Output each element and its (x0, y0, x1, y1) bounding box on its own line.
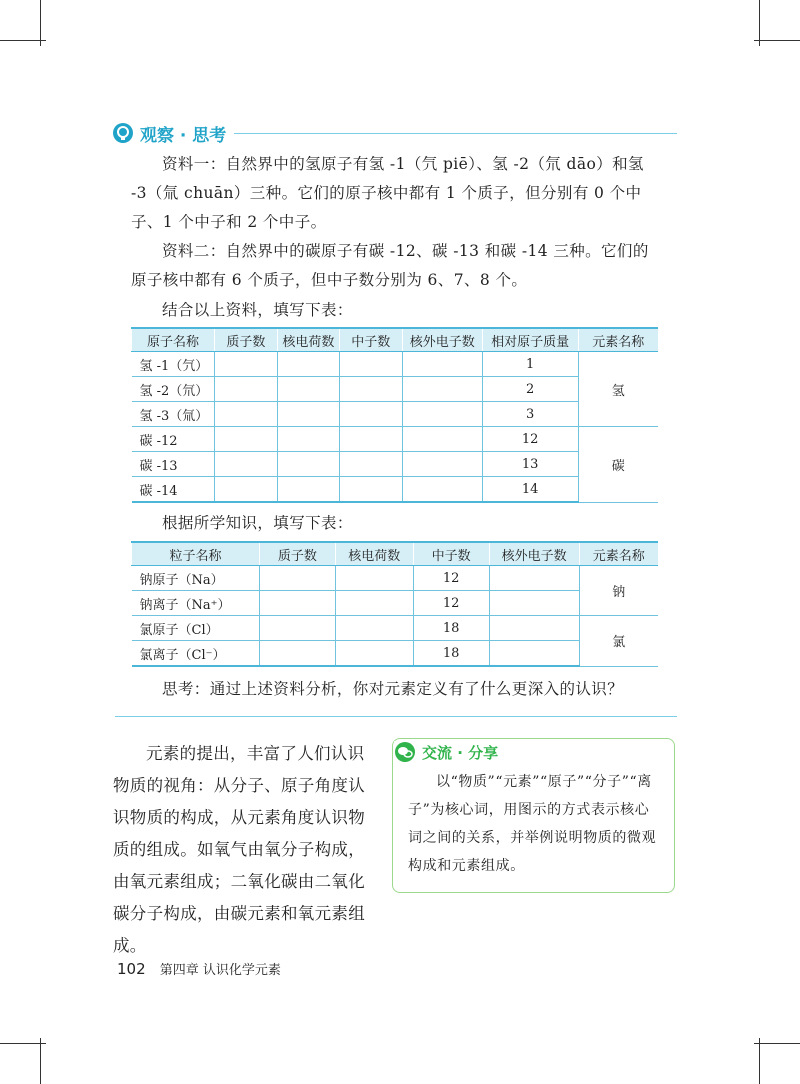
observe-section-header (112, 120, 677, 146)
crop-mark (754, 40, 800, 41)
atom-name-cell: 碳 -12 (132, 427, 215, 452)
charge-cell[interactable] (277, 452, 339, 477)
electron-cell[interactable] (402, 477, 482, 503)
atom-table (131, 327, 658, 503)
proton-cell[interactable] (259, 591, 335, 616)
atom-name-cell: 氢 -2（氘） (132, 377, 215, 402)
electron-cell[interactable] (402, 352, 482, 377)
mass-cell: 2 (482, 377, 578, 402)
header-cell: 中子数 (413, 542, 489, 566)
charge-cell[interactable] (277, 427, 339, 452)
particle-name-cell: 钠原子（Na） (132, 566, 260, 591)
electron-cell[interactable] (402, 402, 482, 427)
neutron-cell[interactable] (339, 402, 402, 427)
table-row (132, 566, 659, 591)
header-cell: 原子名称 (132, 328, 215, 352)
crop-mark (759, 1038, 760, 1084)
electron-cell[interactable] (402, 427, 482, 452)
charge-cell[interactable] (277, 377, 339, 402)
page-footer (117, 959, 281, 978)
table-row (132, 352, 659, 377)
share-header (392, 738, 675, 766)
header-cell: 元素名称 (578, 328, 658, 352)
paragraph-instruction-1: 结合以上资料，填写下表： (162, 301, 353, 319)
crop-mark (754, 1043, 800, 1044)
header-cell: 核电荷数 (335, 542, 413, 566)
electron-cell[interactable] (489, 641, 579, 667)
neutron-cell: 12 (413, 591, 489, 616)
header-cell: 质子数 (214, 328, 277, 352)
electron-cell[interactable] (489, 566, 579, 591)
neutron-cell[interactable] (339, 427, 402, 452)
table-row (132, 641, 659, 667)
observe-title: 观察 · 思考 (140, 125, 227, 146)
observe-icon (112, 122, 134, 144)
share-icon (394, 741, 416, 763)
mass-cell: 1 (482, 352, 578, 377)
particle-table (131, 541, 658, 667)
atom-name-cell: 碳 -14 (132, 477, 215, 503)
proton-cell[interactable] (259, 616, 335, 641)
neutron-cell[interactable] (339, 377, 402, 402)
element-cell: 碳 (578, 427, 658, 503)
atom-name-cell: 氢 -1（氕） (132, 352, 215, 377)
crop-mark (0, 1043, 46, 1044)
element-cell: 钠 (579, 566, 658, 616)
charge-cell[interactable] (277, 352, 339, 377)
mass-cell: 12 (482, 427, 578, 452)
header-cell: 质子数 (259, 542, 335, 566)
page-number: 102 (117, 960, 146, 978)
neutron-cell[interactable] (339, 352, 402, 377)
table-row (132, 616, 659, 641)
element-cell: 氯 (579, 616, 658, 667)
paragraph-think: 思考：通过上述资料分析，你对元素定义有了什么更深入的认识？ (162, 680, 624, 698)
mass-cell: 14 (482, 477, 578, 503)
particle-name-cell: 氯离子（Cl⁻） (132, 641, 260, 667)
proton-cell[interactable] (214, 477, 277, 503)
main-paragraph: 元素的提出，丰富了人们认识物质的视角：从分子、原子角度认识物质的构成，从元素角度认识物质的组成。如氧气由氧分子构成，由氧元素组成；二氧化碳由二氧化碳分子构成，由碳元素和氧元素组成。 (113, 744, 365, 955)
mass-cell: 3 (482, 402, 578, 427)
electron-cell[interactable] (402, 377, 482, 402)
proton-cell[interactable] (214, 452, 277, 477)
table-row (132, 591, 659, 616)
paragraph-instruction-2: 根据所学知识，填写下表： (162, 514, 353, 532)
element-cell: 氢 (578, 352, 658, 427)
header-cell: 元素名称 (579, 542, 658, 566)
header-cell: 核外电子数 (489, 542, 579, 566)
charge-cell[interactable] (335, 616, 413, 641)
proton-cell[interactable] (214, 352, 277, 377)
header-cell: 相对原子质量 (482, 328, 578, 352)
electron-cell[interactable] (489, 591, 579, 616)
charge-cell[interactable] (277, 477, 339, 503)
proton-cell[interactable] (214, 377, 277, 402)
neutron-cell[interactable] (339, 452, 402, 477)
table-row (132, 427, 659, 452)
neutron-cell[interactable] (339, 477, 402, 503)
mass-cell: 13 (482, 452, 578, 477)
proton-cell[interactable] (214, 402, 277, 427)
share-title: 交流 · 分享 (422, 742, 502, 763)
proton-cell[interactable] (259, 566, 335, 591)
electron-cell[interactable] (489, 616, 579, 641)
particle-name-cell: 钠离子（Na⁺） (132, 591, 260, 616)
atom-name-cell: 碳 -13 (132, 452, 215, 477)
header-cell: 核电荷数 (277, 328, 339, 352)
crop-mark (0, 40, 46, 41)
paragraph-material-2: 资料二：自然界中的碳原子有碳 -12、碳 -13 和碳 -14 三种。它们的原子核中都有 6 个质子，但中子数分别为 6、7、8 个。 (131, 242, 649, 289)
paragraph-material-1: 资料一：自然界中的氢原子有氢 -1（氕 piē）、氢 -2（氘 dāo）和氢 -3（氚 chuān）三种。它们的原子核中都有 1 个质子，但分别有 0 个中子、1 个中子和 2 个中子。 (131, 155, 644, 231)
neutron-cell: 18 (413, 641, 489, 667)
header-cell: 粒子名称 (132, 542, 260, 566)
crop-mark (40, 1038, 41, 1084)
proton-cell[interactable] (259, 641, 335, 667)
section-divider (115, 716, 677, 717)
charge-cell[interactable] (335, 591, 413, 616)
neutron-cell: 12 (413, 566, 489, 591)
charge-cell[interactable] (335, 566, 413, 591)
particle-name-cell: 氯原子（Cl） (132, 616, 260, 641)
proton-cell[interactable] (214, 427, 277, 452)
neutron-cell: 18 (413, 616, 489, 641)
header-rule (234, 133, 677, 134)
header-cell: 中子数 (339, 328, 402, 352)
chapter-title: 第四章 认识化学元素 (159, 963, 281, 978)
charge-cell[interactable] (277, 402, 339, 427)
header-cell: 核外电子数 (402, 328, 482, 352)
share-text: 以“物质”“元素”“原子”“分子”“离子”为核心词，用图示的方式表示核心词之间的关系，并举例说明物质的微观构成和元素组成。 (408, 774, 657, 874)
charge-cell[interactable] (335, 641, 413, 667)
atom-name-cell: 氢 -3（氚） (132, 402, 215, 427)
electron-cell[interactable] (402, 452, 482, 477)
